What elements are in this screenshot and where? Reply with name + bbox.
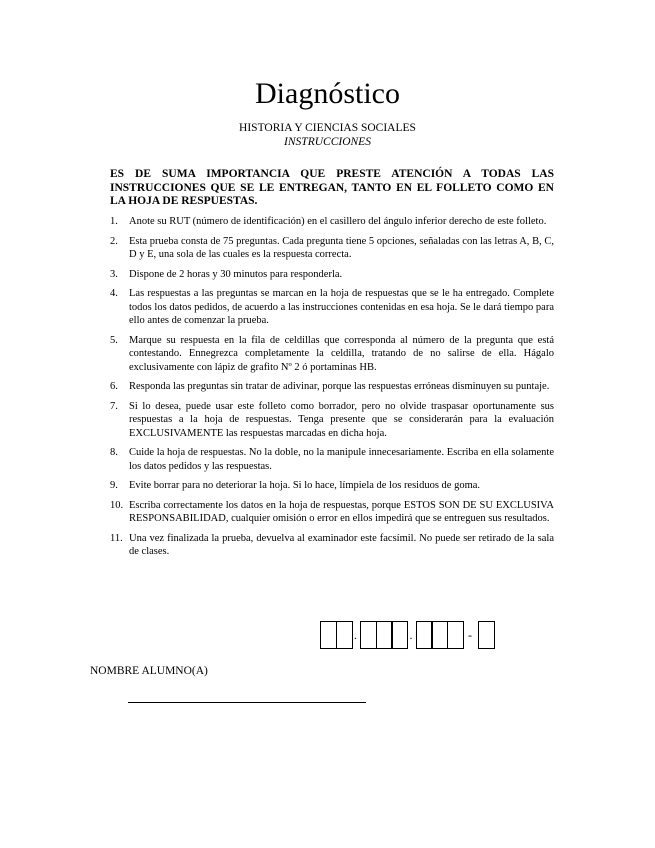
instruction-number: 9.: [110, 480, 118, 491]
rut-entry-boxes: [320, 619, 494, 651]
instruction-text: Anote su RUT (número de identificación) en el casillero del ángulo inferior derecho de este folleto.: [129, 216, 547, 227]
rut-check-digit-box[interactable]: [478, 621, 495, 649]
instruction-item: [110, 287, 554, 328]
subject-heading: HISTORIA Y CIENCIAS SOCIALES: [239, 122, 416, 134]
instructions-list: [110, 215, 554, 565]
rut-check-digit: [478, 621, 494, 649]
instruction-text: Dispone de 2 horas y 30 minutos para responderla.: [129, 268, 343, 280]
instruction-text: Las respuestas a las preguntas se marcan en la hoja de respuestas que se le ha entregado. Complete todos los datos pedidos, de acuerdo a las instrucciones contenidas en esa hoja. Se le dará tiempo para ello antes de comenzar la prueba.: [129, 288, 554, 326]
rut-digit-box[interactable]: [376, 621, 393, 649]
instruction-number: 5.: [110, 334, 118, 346]
rut-digit-box[interactable]: [360, 621, 377, 649]
rut-dot-separator: .: [409, 628, 413, 642]
page-title: Diagnóstico: [255, 77, 400, 110]
instruction-number: 8.: [110, 447, 118, 458]
instruction-item: [110, 479, 554, 493]
instruction-text: Marque su respuesta en la fila de celdillas que corresponda al número de la pregunta que está contestando. Ennegrezca completamente la celdilla, tratando de no salirse de ella. Hágalo exclusivamente con lápiz de grafito Nº 2 ó portaminas HB.: [129, 334, 554, 373]
instruction-text: Esta prueba consta de 75 preguntas. Cada pregunta tiene 5 opciones, señaladas con las letras A, B, C, D y E, una sola de las cuales es la respuesta correcta.: [129, 235, 554, 260]
instruction-item: [110, 532, 554, 559]
rut-digit-box[interactable]: [391, 621, 408, 649]
student-name-line[interactable]: [128, 702, 366, 703]
instruction-number: 6.: [110, 381, 118, 392]
important-notice: ES DE SUMA IMPORTANCIA QUE PRESTE ATENCIÓN A TODAS LAS INSTRUCCIONES QUE SE LE ENTREGAN, TANTO EN EL FOLLETO COMO EN LA HOJA DE RESPUESTAS.: [110, 168, 554, 207]
instruction-number: 1.: [110, 216, 118, 227]
instruction-number: 11.: [110, 532, 123, 544]
rut-digit-box[interactable]: [416, 621, 433, 649]
rut-digit-box[interactable]: [336, 621, 353, 649]
instruction-item: [110, 400, 554, 441]
instruction-item: [110, 380, 554, 394]
student-name-label: NOMBRE ALUMNO(A): [90, 665, 208, 677]
instruction-item: [110, 499, 554, 526]
instruction-number: 4.: [110, 288, 118, 299]
rut-group-1: [320, 621, 351, 649]
instruction-item: [110, 235, 554, 262]
instruction-text: Una vez finalizada la prueba, devuelva al examinador este facsímil. No puede ser retirado de la sala de clases.: [129, 532, 554, 557]
instruction-number: 7.: [110, 400, 118, 412]
rut-group-3: [416, 621, 463, 649]
instruction-item: [110, 446, 554, 473]
rut-dot-separator: .: [354, 628, 357, 642]
instruction-text: Cuide la hoja de respuestas. No la doble, no la manipule innecesariamente. Escriba en ella solamente los datos pedidos y las respuestas.: [129, 447, 554, 472]
rut-digit-box[interactable]: [447, 621, 464, 649]
instruction-item: [110, 215, 554, 229]
instruction-item: [110, 268, 554, 282]
instruction-text: Si lo desea, puede usar este folleto como borrador, pero no olvide traspasar oportunamente sus respuestas a la hoja de respuestas. Tenga presente que se considerarán para la evaluación EXCLUSIVAMENTE las respuestas marcadas en dicha hoja.: [129, 400, 554, 439]
rut-dash-separator: -: [468, 628, 472, 642]
instruction-item: [110, 334, 554, 375]
rut-digit-box[interactable]: [320, 621, 337, 649]
rut-group-2: [360, 621, 407, 649]
instruction-number: 10.: [110, 499, 124, 511]
instruction-text: Responda las preguntas sin tratar de adivinar, porque las respuestas erróneas disminuyen su puntaje.: [129, 381, 550, 392]
instruction-text: Escriba correctamente los datos en la hoja de respuestas, porque ESTOS SON DE SU EXCLUSIVA RESPONSABILIDAD, cualquier omisión o error en ellos impedirá que se entreguen sus resultados.: [129, 499, 554, 524]
rut-digit-box[interactable]: [431, 621, 448, 649]
instruction-text: Evite borrar para no deteriorar la hoja. Si lo hace, límpiela de los residuos de goma.: [129, 480, 481, 491]
instructions-heading: INSTRUCCIONES: [284, 136, 371, 148]
instruction-number: 3.: [110, 268, 118, 280]
instruction-number: 2.: [110, 235, 118, 247]
